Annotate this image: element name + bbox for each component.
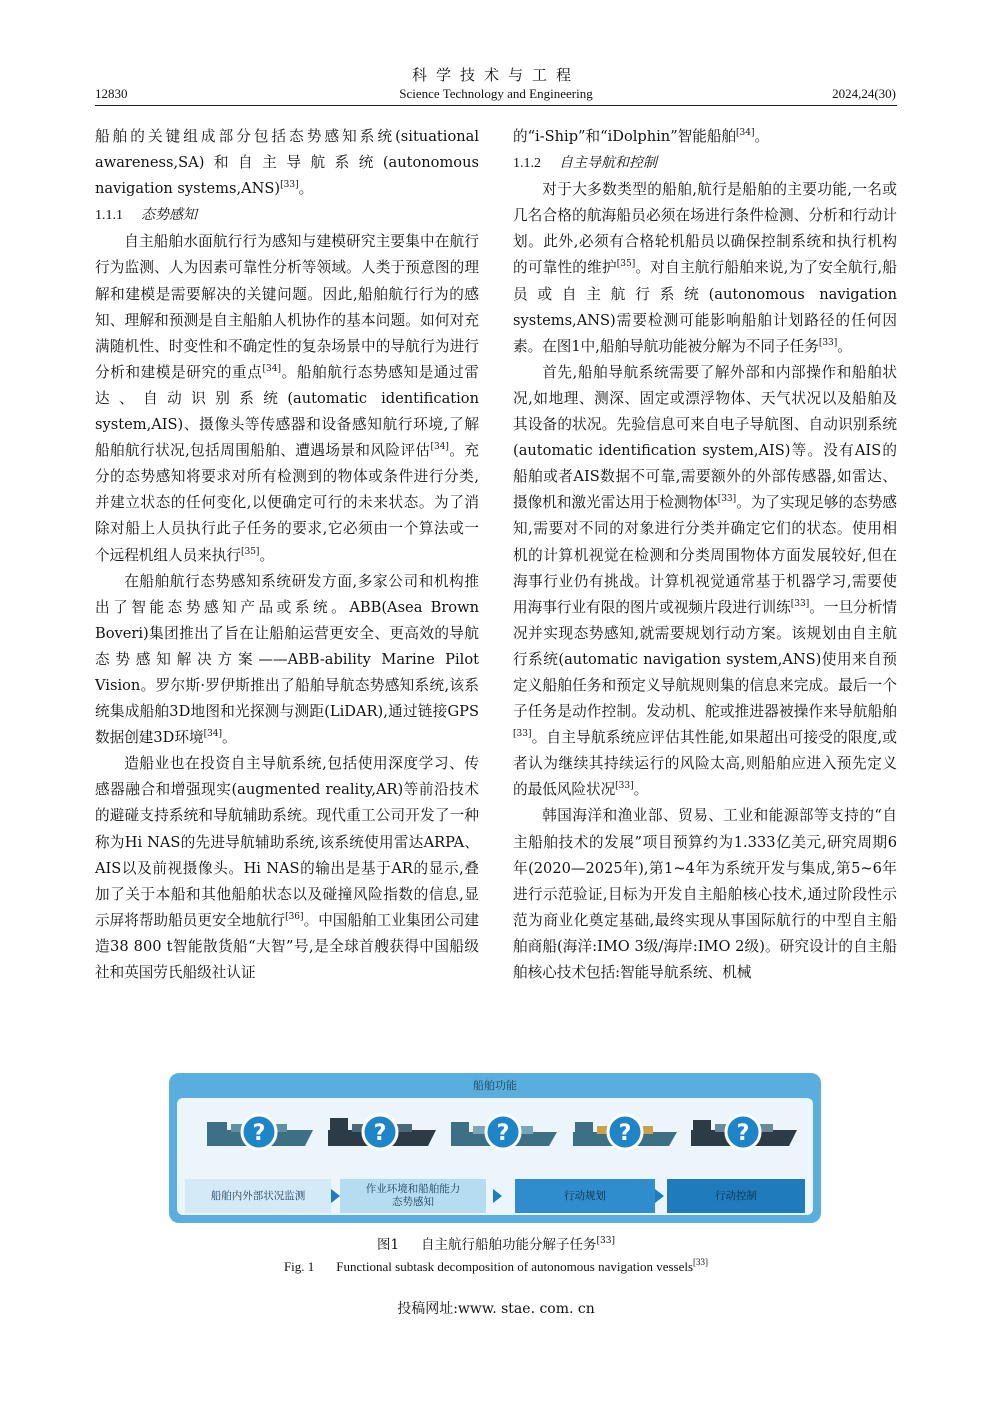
paragraph: 造船业也在投资自主导航系统,包括使用深度学习、传感器融合和增强现实(augmented reality,AR)等前沿技术的避碰支持系统和导航辅助系统。现代重工公司开发了一种称为Hi NAS的先进导航辅助系统,该系统使用雷达ARPA、AIS以及前视摄像头。Hi NAS的输出是基于AR的显示,叠加了关于本船和其他船舶状态以及碰撞风险指数的信息,显示屏将帮助船员更安全地航行[36]。中国船舶工业集团公司建造38 800 t智能散货船“大智”号,是全球首艘获得中国船级社和英国劳氏船级社认证 bbox=[95, 755, 479, 981]
footer-url: 投稿网址:www. stae. com. cn bbox=[397, 1301, 595, 1317]
left-column bbox=[95, 124, 479, 986]
header-rule bbox=[95, 105, 897, 106]
figure-1 bbox=[169, 1073, 821, 1223]
paragraph: 自主船舶水面航行行为感知与建模研究主要集中在航行行为监测、人为因素可靠性分析等领域。人类于预意图的理解和建模是需要解决的关键问题。因此,船舶航行行为的感知、理解和预测是自主船舶人机协作的基本问题。如何对充满随机性、时变性和不确定性的复杂场景中的导航行为进行分析和建模是研究的重点[34]。船舶航行态势感知是通过雷达、自动识别系统(automatic identification system,AIS)、摄像头等传感器和设备感知航行环境,了解船舶航行状况,包括周围船舶、遭遇场景和风险评估[34]。充分的态势感知将要求对所有检测到的物体或条件进行分类,并建立状态的任何变化,以便确定可行的未来状态。为了消除对船上人员执行此子任务的要求,它必须由一个算法或一个远程机组人员来执行[35]。 bbox=[95, 233, 479, 564]
paragraph: 船舶的关键组成部分包括态势感知系统(situational awareness,SA)和自主导航系统(autonomous navigation systems,ANS)[33]。 bbox=[95, 128, 479, 198]
issue-info: 2024,24(30) bbox=[832, 86, 896, 101]
svg-text:?: ? bbox=[736, 1121, 750, 1146]
figure-panel bbox=[177, 1098, 813, 1215]
svg-text:?: ? bbox=[252, 1121, 266, 1146]
journal-title-cn: 科学技术与工程 bbox=[411, 66, 580, 84]
ship-question-icon bbox=[567, 1112, 687, 1156]
svg-text:?: ? bbox=[373, 1121, 387, 1146]
ship-question-icon bbox=[685, 1112, 805, 1156]
right-column bbox=[513, 124, 897, 986]
ship-question-icon bbox=[201, 1112, 321, 1156]
ship-question-icon bbox=[445, 1112, 565, 1156]
section-heading: 1.1.2 自主导航和控制 bbox=[513, 155, 657, 172]
figure-caption-en: Fig. 1 Functional subtask decomposition of autonomous navigation vessels[33] bbox=[283, 1257, 709, 1274]
arrow-right-icon bbox=[331, 1189, 340, 1203]
step-monitoring: 船舶内外部状况监测 bbox=[185, 1179, 331, 1213]
paragraph: 首先,船舶导航系统需要了解外部和内部操作和船舶状况,如地理、测深、固定或漂浮物体、天气状况以及船舶及其设备的状况。先验信息可来自电子导航图、自动识别系统(automatic identification system,AIS)等。没有AIS的船舶或者AIS数据不可靠,需要额外的外部传感器,如雷达、摄像机和激光雷达用于检测物体[33]。为了实现足够的态势感知,需要对不同的对象进行分类并确定它们的状态。使用相机的计算机视觉在检测和分类周围物体方面发展较好,但在海事行业仍有挑战。计算机视觉通常基于机器学习,需要使用海事行业有限的图片或视频片段进行训练[33]。一旦分析情况并实现态势感知,就需要规划行动方案。该规划由自主航行系统(automatic navigation system,ANS)使用来自预定义船舶任务和预定义导航规则集的信息来完成。最后一个子任务是动作控制。发动机、舵或推进器被操作来导航船舶[33]。自主导航系统应评估其性能,如果超出可接受的限度,或者认为继续其持续运行的风险太高,则船舶应进入预先定义的最低风险状况[33]。 bbox=[513, 363, 897, 799]
paragraph: 韩国海洋和渔业部、贸易、工业和能源部等支持的“自主船舶技术的发展”项目预算约为1.333亿美元,研究周期6年(2020—2025年),第1~4年为系统开发与集成,第5~6年进行示范验证,目标为开发自主船舶核心技术,通过阶段性示范为商业化奠定基础,最终实现从事国际航行的中型自主船舶商船(海洋:IMO 3级/海岸:IMO 2级)。研究设计的自主船舶核心技术包括:智能导航系统、机械 bbox=[513, 807, 897, 981]
svg-text:?: ? bbox=[496, 1121, 510, 1146]
arrow-right-icon bbox=[655, 1189, 664, 1203]
arrow-right-icon bbox=[493, 1189, 502, 1203]
step-control: 行动控制 bbox=[667, 1179, 805, 1213]
journal-title-en: Science Technology and Engineering bbox=[399, 86, 593, 101]
ship-question-icon bbox=[322, 1112, 442, 1156]
subtask-steps bbox=[185, 1179, 805, 1213]
paragraph: 的“i-Ship”和“iDolphin”智能船舶[34]。 bbox=[513, 128, 770, 145]
paragraph: 在船舶航行态势感知系统研发方面,多家公司和机构推出了智能态势感知产品或系统。ABB(Asea Brown Boveri)集团推出了旨在让船舶运营更安全、更高效的导航态势感知解决方案——ABB-ability Marine Pilot Vision。罗尔斯·罗伊斯推出了船舶导航态势感知系统,该系统集成船舶3D地图和光探测与测距(LiDAR),通过链接GPS数据创建3D环境[34]。 bbox=[95, 572, 479, 747]
svg-text:?: ? bbox=[618, 1121, 632, 1146]
page-number: 12830 bbox=[95, 86, 128, 101]
figure-caption-cn: 图1 自主航行船舶功能分解子任务[33] bbox=[376, 1236, 616, 1253]
step-planning: 行动规划 bbox=[515, 1179, 655, 1213]
figure-title: 船舶功能 bbox=[473, 1079, 517, 1092]
section-heading: 1.1.1 态势感知 bbox=[95, 207, 197, 224]
paragraph: 对于大多数类型的船舶,航行是船舶的主要功能,一名或几名合格的航海船员必须在场进行条件检测、分析和行动计划。此外,必须有合格轮机船员以确保控制系统和执行机构的可靠性的维护[35]。对自主航行船舶来说,为了安全航行,船员或自主航行系统(autonomous navigation systems,ANS)需要检测可能影响船舶计划路径的任何因素。在图1中,船舶导航功能被分解为不同子任务[33]。 bbox=[513, 181, 897, 355]
step-awareness: 作业环境和船舶能力态势感知 bbox=[340, 1179, 486, 1213]
